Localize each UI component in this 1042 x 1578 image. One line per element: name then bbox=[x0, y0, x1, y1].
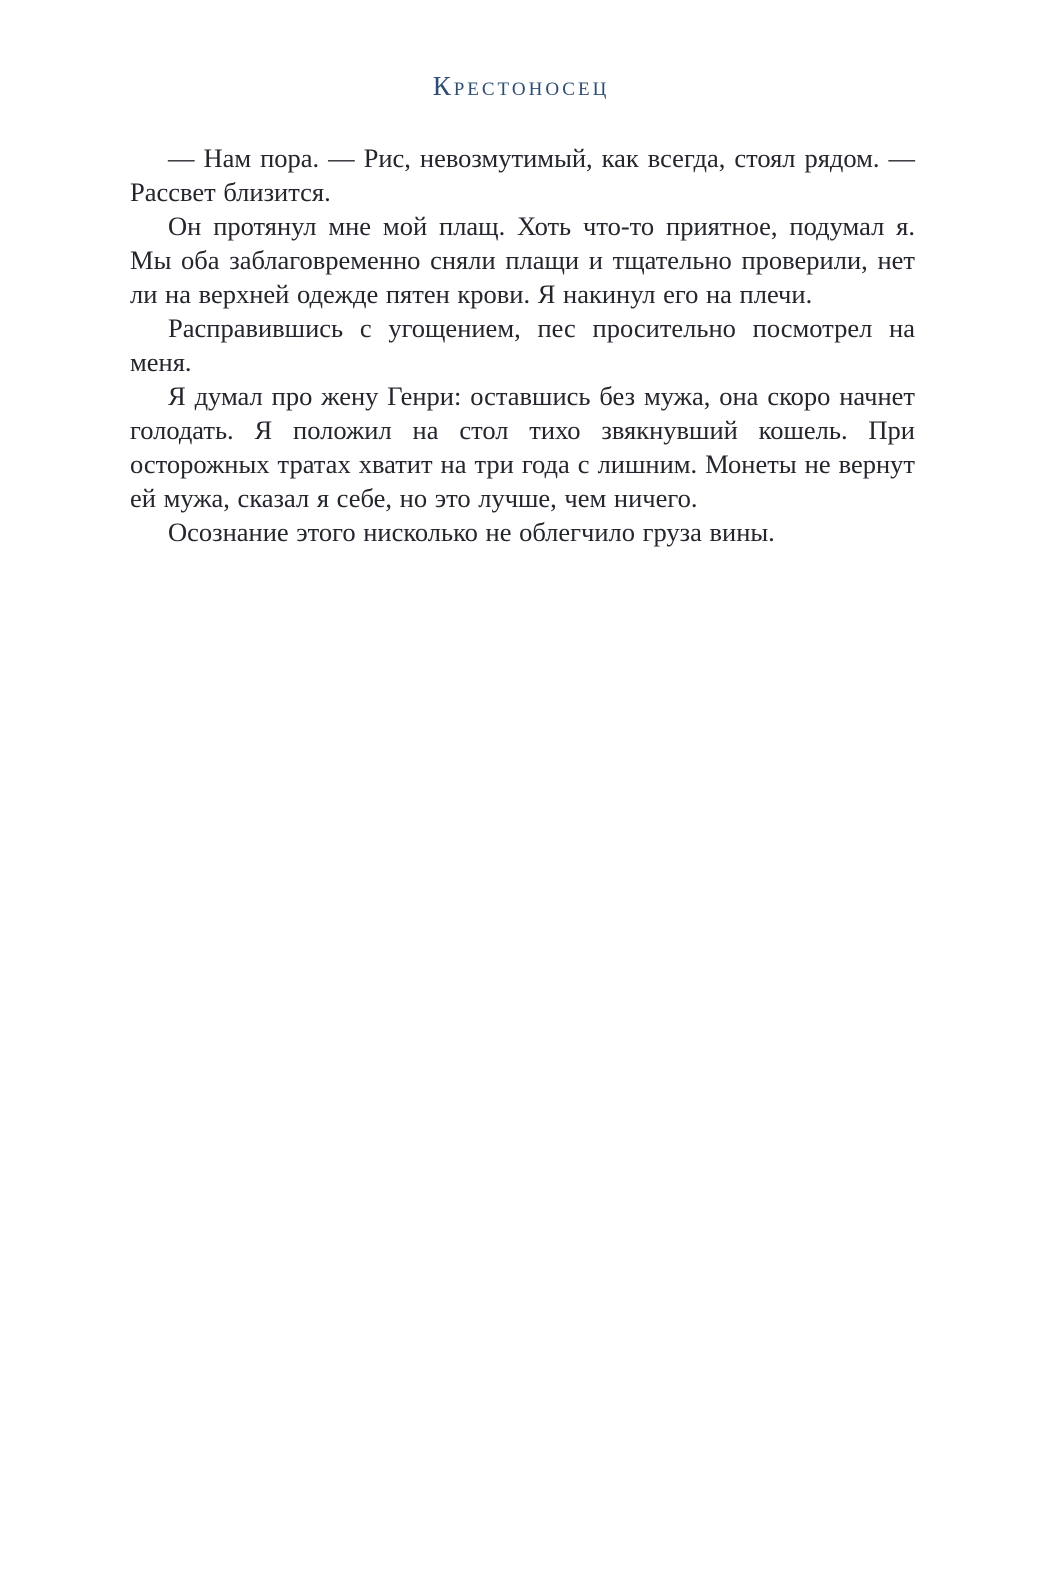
paragraph: Он протянул мне мой плащ. Хоть что-то приятное, подумал я. Мы оба заблаговременно сняли плащи и тщательно проверили, нет ли на верхней одежде пятен крови. Я накинул его на плечи. bbox=[130, 211, 915, 309]
page-text bbox=[130, 141, 915, 549]
paragraph: — Нам пора. — Рис, невозмутимый, как всегда, стоял рядом. — Рассвет близится. bbox=[130, 143, 915, 207]
paragraph: Расправившись с угощением, пес просительно посмотрел на меня. bbox=[130, 313, 915, 377]
running-header: Крестоносец bbox=[432, 71, 610, 101]
paragraph: Я думал про жену Генри: оставшись без мужа, она скоро начнет голодать. Я положил на стол тихо звякнувший кошель. При осторожных тратах хватит на три года с лишним. Монеты не вернут ей мужа, сказал я себе, но это лучше, чем ничего. bbox=[130, 381, 915, 513]
paragraph: Осознание этого нисколько не облегчило груза вины. bbox=[168, 517, 775, 547]
